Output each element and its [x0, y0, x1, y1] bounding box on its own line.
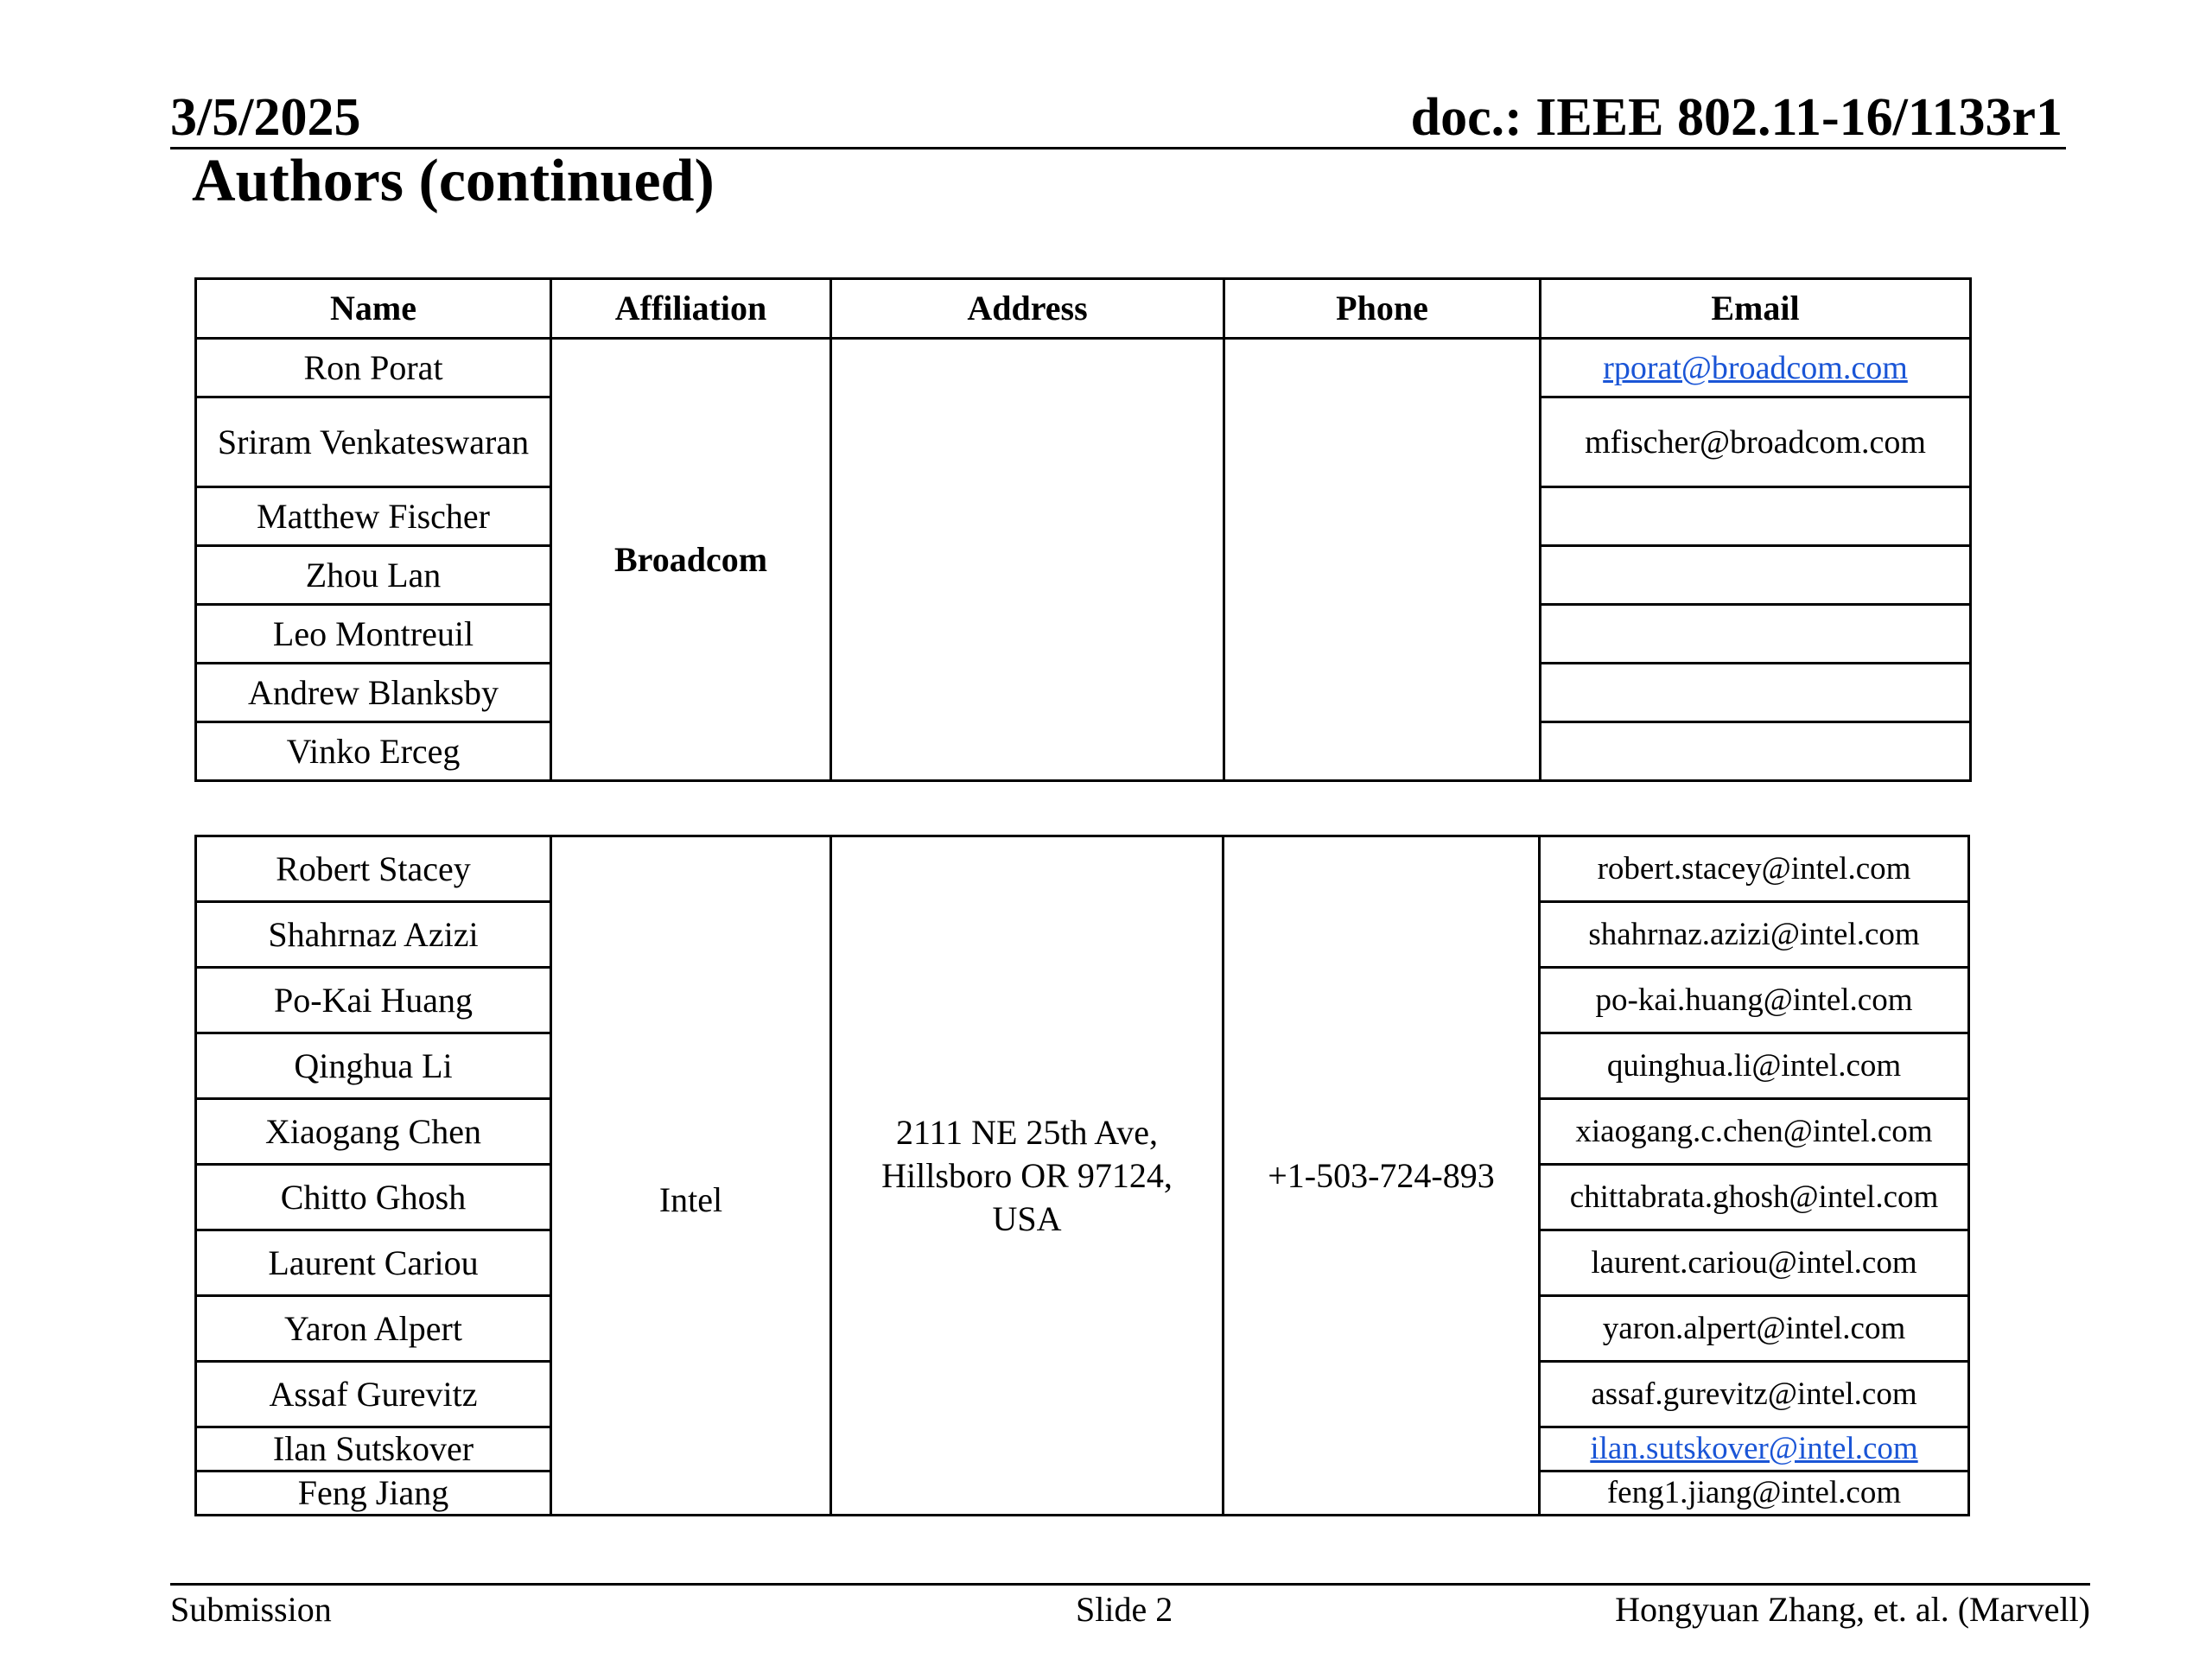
page-title: Authors (continued) [192, 148, 715, 214]
header-date: 3/5/2025 [170, 88, 361, 147]
footer-slide-number: Slide 2 [1076, 1590, 1173, 1629]
email-cell [1541, 546, 1971, 605]
author-name: Qinghua Li [196, 1033, 551, 1099]
email-cell: assaf.gurevitz@intel.com [1540, 1362, 1969, 1427]
author-name: Ilan Sutskover [196, 1427, 551, 1471]
author-name: Shahrnaz Azizi [196, 902, 551, 968]
email-cell: mfischer@broadcom.com [1541, 397, 1971, 487]
author-name: Robert Stacey [196, 836, 551, 902]
email-link[interactable]: rporat@broadcom.com [1603, 349, 1908, 386]
author-name: Chitto Ghosh [196, 1165, 551, 1230]
email-cell [1540, 1427, 1969, 1471]
email-cell: feng1.jiang@intel.com [1540, 1471, 1969, 1516]
broadcom-authors-table [194, 277, 1972, 782]
column-header-phone: Phone [1224, 279, 1541, 339]
author-name: Zhou Lan [196, 546, 551, 605]
address-cell [831, 339, 1224, 781]
email-cell: po-kai.huang@intel.com [1540, 968, 1969, 1033]
author-name: Sriram Venkateswaran [196, 397, 551, 487]
email-cell: laurent.cariou@intel.com [1540, 1230, 1969, 1296]
intel-authors-table [194, 835, 1970, 1516]
column-header-email: Email [1541, 279, 1971, 339]
author-name: Ron Porat [196, 339, 551, 397]
email-cell [1541, 605, 1971, 664]
phone-cell [1224, 339, 1541, 781]
author-name: Feng Jiang [196, 1471, 551, 1516]
column-header-name: Name [196, 279, 551, 339]
email-cell: quinghua.li@intel.com [1540, 1033, 1969, 1099]
author-name: Andrew Blanksby [196, 664, 551, 722]
column-header-address: Address [831, 279, 1224, 339]
author-name: Leo Montreuil [196, 605, 551, 664]
author-name: Po-Kai Huang [196, 968, 551, 1033]
email-cell: chittabrata.ghosh@intel.com [1540, 1165, 1969, 1230]
email-cell [1541, 664, 1971, 722]
author-name: Assaf Gurevitz [196, 1362, 551, 1427]
email-link[interactable]: ilan.sutskover@intel.com [1590, 1431, 1918, 1466]
address-cell: 2111 NE 25th Ave, Hillsboro OR 97124, USA [831, 836, 1224, 1516]
email-cell [1541, 339, 1971, 397]
email-cell: xiaogang.c.chen@intel.com [1540, 1099, 1969, 1165]
email-cell: yaron.alpert@intel.com [1540, 1296, 1969, 1362]
footer-author: Hongyuan Zhang, et. al. (Marvell) [1615, 1590, 2090, 1629]
email-cell [1541, 487, 1971, 546]
author-name: Laurent Cariou [196, 1230, 551, 1296]
affiliation-cell: Broadcom [551, 339, 831, 781]
footer-rule [170, 1583, 2090, 1586]
email-cell: shahrnaz.azizi@intel.com [1540, 902, 1969, 968]
table-row [196, 339, 1971, 397]
affiliation-cell: Intel [551, 836, 831, 1516]
footer-submission: Submission [170, 1590, 332, 1629]
email-cell [1541, 722, 1971, 781]
header-doc-id: doc.: IEEE 802.11-16/1133r1 [1410, 88, 2063, 147]
author-name: Xiaogang Chen [196, 1099, 551, 1165]
table-row [196, 836, 1969, 902]
column-header-affiliation: Affiliation [551, 279, 831, 339]
author-name: Vinko Erceg [196, 722, 551, 781]
phone-cell: +1-503-724-893 [1224, 836, 1540, 1516]
author-name: Yaron Alpert [196, 1296, 551, 1362]
email-cell: robert.stacey@intel.com [1540, 836, 1969, 902]
table-header-row [196, 279, 1971, 339]
author-name: Matthew Fischer [196, 487, 551, 546]
